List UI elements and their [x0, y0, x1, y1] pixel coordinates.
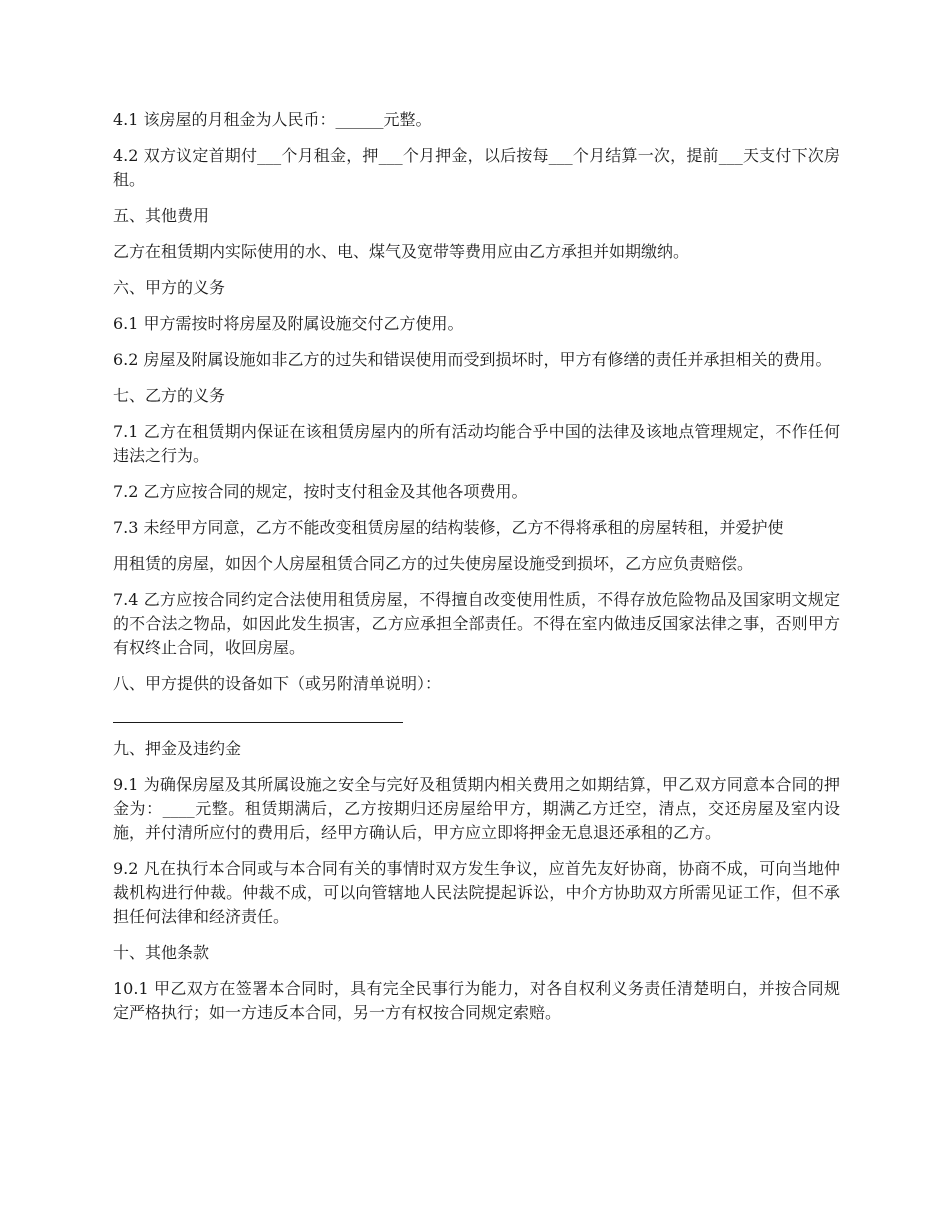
section-5-body: 乙方在租赁期内实际使用的水、电、煤气及宽带等费用应由乙方承担并如期缴纳。 [113, 242, 690, 261]
clause-7-3: 7.3 未经甲方同意，乙方不能改变租赁房屋的结构装修，乙方不得将承租的房屋转租，并爱护使 [113, 518, 784, 537]
clause-6-2: 6.2 房屋及附属设施如非乙方的过失和错误使用而受到损坏时，甲方有修缮的责任并承担相关的费用。 [113, 350, 832, 369]
equipment-blank-line [113, 722, 403, 723]
clause-10-1: 10.1 甲乙双方在签署本合同时，具有完全民事行为能力，对各自权利义务责任清楚明白，并按合同规定严格执行；如一方违反本合同，另一方有权按合同规定索赔。 [113, 979, 840, 1022]
clause-7-1: 7.1 乙方在租赁期内保证在该租赁房屋内的所有活动均能合乎中国的法律及该地点管理规定，不作任何违法之行为。 [113, 422, 840, 465]
clause-9-2: 9.2 凡在执行本合同或与本合同有关的事情时双方发生争议，应首先友好协商，协商不成，可向当地仲裁机构进行仲裁。仲裁不成，可以向管辖地人民法院提起诉讼，中介方协助双方所需见证工作，但不承担任何法律和经济责任。 [113, 859, 840, 926]
section-9-heading: 九、押金及违约金 [113, 739, 242, 758]
section-10-heading: 十、其他条款 [113, 943, 210, 962]
clause-7-4: 7.4 乙方应按合同约定合法使用租赁房屋，不得擅自改变使用性质，不得存放危险物品及国家明文规定的不合法之物品，如因此发生损害，乙方应承担全部责任。不得在室内做违反国家法律之事，否则甲方有权终止合同，收回房屋。 [113, 590, 840, 657]
clause-9-1: 9.1 为确保房屋及其所属设施之安全与完好及租赁期内相关费用之如期结算，甲乙双方同意本合同的押金为：____元整。租赁期满后，乙方按期归还房屋给甲方，期满乙方迁空，清点，交还房屋及室内设施，并付清所应付的费用后，经甲方确认后，甲方应立即将押金无息退还承租的乙方。 [113, 775, 840, 842]
clause-7-2: 7.2 乙方应按合同的规定，按时支付租金及其他各项费用。 [113, 482, 528, 501]
clause-6-1: 6.1 甲方需按时将房屋及附属设施交付乙方使用。 [113, 314, 464, 333]
clause-7-3-continued: 用租赁的房屋，如因个人房屋租赁合同乙方的过失使房屋设施受到损坏，乙方应负责赔偿。 [113, 554, 754, 573]
section-8-heading: 八、甲方提供的设备如下（或另附清单说明）： [113, 674, 442, 693]
contract-page [113, 108, 840, 1037]
section-7-heading: 七、乙方的义务 [113, 386, 226, 405]
clause-4-2: 4.2 双方议定首期付___个月租金，押___个月押金，以后按每___个月结算一次，提前___天支付下次房租。 [113, 146, 840, 189]
section-6-heading: 六、甲方的义务 [113, 278, 226, 297]
clause-4-1: 4.1 该房屋的月租金为人民币：______元整。 [113, 110, 432, 129]
section-5-heading: 五、其他费用 [113, 206, 210, 225]
